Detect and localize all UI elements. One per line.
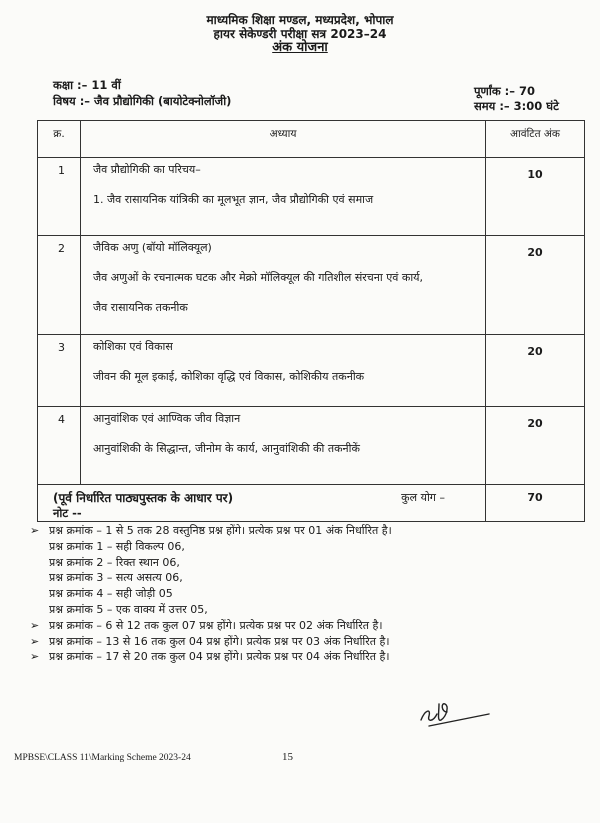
note-line	[49, 603, 208, 617]
note-line	[49, 540, 185, 554]
arrow-bullet-icon: ➢	[30, 618, 40, 632]
note-line	[30, 618, 383, 633]
chapter-title: कोशिका एवं विकास	[93, 340, 173, 353]
chapter-description: 1. जैव रासायनिक यांत्रिकी का मूलभूत ज्ञान, जैव प्रौद्योगिकी एवं समाज	[93, 193, 374, 206]
note-line	[49, 587, 173, 601]
header-serial: क्र.	[38, 121, 81, 158]
row-serial: 4	[38, 407, 81, 485]
chapter-description: जीवन की मूल इकाई, कोशिका वृद्धि एवं विकास, कोशिकीय तकनीक	[93, 370, 365, 383]
header-marks: आवंटित अंक	[486, 121, 585, 158]
chapter-title: जैव प्रौद्योगिकी का परिचय–	[93, 163, 201, 176]
chapter-description-2: जैव रासायनिक तकनीक	[93, 301, 188, 314]
header-chapter: अध्याय	[81, 121, 486, 158]
class-label: कक्षा :– 11 वीं	[53, 78, 121, 92]
note-text: प्रश्न क्रमांक 1 – सही विकल्प 06,	[49, 539, 185, 553]
note-text: प्रश्न क्रमांक 5 – एक वाक्य में उत्तर 05,	[49, 603, 208, 616]
note-text: प्रश्न क्रमांक 2 – रिक्त स्थान 06,	[49, 555, 180, 569]
total-marks-label: पूर्णांक :– 70	[474, 84, 536, 98]
table-row	[38, 407, 585, 485]
board-title: माध्यमिक शिक्षा मण्डल, मध्यप्रदेश, भोपाल	[206, 13, 394, 27]
table-row	[38, 158, 585, 236]
chapter-title: जैविक अणु (बॉयो मॉलिक्यूल)	[93, 241, 212, 254]
chapter-cell	[81, 236, 486, 335]
row-marks: 10	[486, 158, 585, 236]
exam-session: हायर सेकेण्डरी परीक्षा सत्र 2023–24	[213, 27, 387, 41]
chapter-title: आनुवांशिक एवं आण्विक जीव विज्ञान	[93, 412, 241, 425]
chapter-description: जैव अणुओं के रचनात्मक घटक और मेक्रो मॉलिक्यूल की गतिशील संरचना एवं कार्य,	[93, 271, 424, 284]
arrow-bullet-icon: ➢	[30, 524, 40, 537]
chapter-cell	[81, 407, 486, 485]
row-serial: 1	[38, 158, 81, 236]
note-text: प्रश्न क्रमांक 3 – सत्य असत्य 06,	[49, 571, 183, 585]
note-line	[30, 524, 392, 538]
page-number: 15	[282, 751, 293, 763]
note-text: प्रश्न क्रमांक – 6 से 12 तक कुल 07 प्रश्न होंगे। प्रत्येक प्रश्न पर 02 अंक निर्धारित है।	[49, 618, 383, 632]
note-line	[49, 556, 180, 570]
row-marks: 20	[486, 407, 585, 485]
arrow-bullet-icon: ➢	[30, 634, 40, 648]
note-line	[30, 634, 390, 649]
arrow-bullet-icon: ➢	[30, 650, 40, 664]
table-row	[38, 236, 585, 335]
time-label: समय :– 3:00 घंटे	[474, 99, 559, 113]
note-heading: नोट --	[53, 506, 82, 520]
total-value: 70	[486, 485, 585, 522]
table-row	[38, 335, 585, 407]
subject-label: विषय :– जैव प्रौद्योगिकी (बायोटेक्नोलॉजी)	[53, 94, 232, 108]
note-text: प्रश्न क्रमांक – 1 से 5 तक 28 वस्तुनिष्ठ प्रश्न होंगे। प्रत्येक प्रश्न पर 01 अंक निर्धारित है।	[49, 524, 392, 537]
row-marks: 20	[486, 236, 585, 335]
textbook-basis-note: (पूर्व निर्धारित पाठ्यपुस्तक के आधार पर)	[53, 491, 234, 505]
note-text: प्रश्न क्रमांक 4 – सही जोड़ी 05	[49, 587, 173, 601]
note-line	[49, 571, 183, 585]
total-label: कुल योग –	[38, 485, 486, 522]
row-serial: 2	[38, 236, 81, 335]
document-title: अंक योजना	[272, 40, 328, 55]
marking-scheme-table	[37, 120, 585, 522]
footer-source: MPBSE\CLASS 11\Marking Scheme 2023-24	[14, 753, 191, 763]
chapter-cell	[81, 158, 486, 236]
row-serial: 3	[38, 335, 81, 407]
table-header-row	[38, 121, 585, 158]
signature	[415, 692, 495, 732]
chapter-description: आनुवांशिकी के सिद्धान्त, जीनोम के कार्य, आनुवांशिकी की तकनीकें	[93, 442, 360, 455]
note-text: प्रश्न क्रमांक – 13 से 16 तक कुल 04 प्रश्न होंगे। प्रत्येक प्रश्न पर 03 अंक निर्धारित है।	[49, 634, 390, 648]
row-marks: 20	[486, 335, 585, 407]
chapter-cell	[81, 335, 486, 407]
note-line	[30, 650, 390, 664]
note-text: प्रश्न क्रमांक – 17 से 20 तक कुल 04 प्रश्न होंगे। प्रत्येक प्रश्न पर 04 अंक निर्धारित है।	[49, 650, 390, 664]
